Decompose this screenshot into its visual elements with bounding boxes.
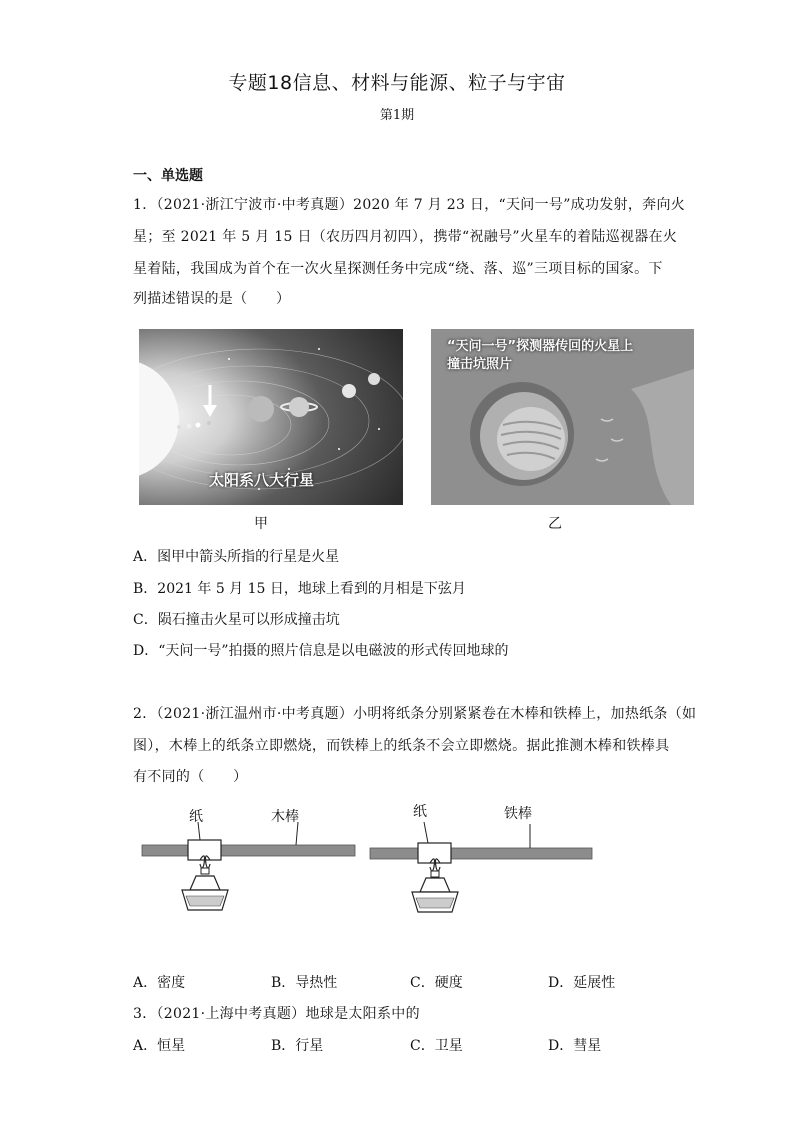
question-1-option-d[interactable]: D．“天问一号”拍摄的照片信息是以电磁波的形式传回地球的 — [133, 643, 509, 659]
question-1-line-1: 1．（2021·浙江宁波市·中考真题）2020 年 7 月 23 日，“天问一号”成功发射，奔向火 — [133, 197, 686, 213]
document-subtitle: 第1期 — [379, 108, 415, 123]
mars-crater-label-line-1: “天问一号”探测器传回的火星上 — [447, 339, 634, 354]
question-3-line-1: 3．（2021·上海中考真题）地球是太阳系中的 — [133, 1006, 420, 1022]
question-1-option-c[interactable]: C．陨石撞击火星可以形成撞击坑 — [133, 612, 340, 628]
label-paper-wood: 纸 — [189, 809, 203, 825]
label-paper-iron: 纸 — [413, 804, 427, 820]
question-2-option-c[interactable]: C．硬度 — [410, 975, 463, 991]
question-2-line-1: 2．（2021·浙江温州市·中考真题）小明将纸条分别紧紧卷在木棒和铁棒上，加热纸条（如 — [133, 706, 697, 722]
document-title: 专题18信息、材料与能源、粒子与宇宙 — [228, 72, 566, 94]
alcohol-lamp-icon — [412, 859, 458, 912]
solar-system-label: 太阳系八大行星 — [209, 471, 315, 489]
question-3-option-b[interactable]: B．行星 — [271, 1038, 324, 1054]
caption-jia: 甲 — [254, 516, 268, 532]
iron-rod-figure — [368, 798, 596, 920]
question-2-line-2: 图），木棒上的纸条立即燃烧，而铁棒上的纸条不会立即燃烧。据此推测木棒和铁棒具 — [133, 738, 670, 754]
question-3-option-d[interactable]: D．彗星 — [548, 1038, 602, 1054]
question-2-option-d[interactable]: D．延展性 — [548, 975, 616, 991]
alcohol-lamp-icon — [182, 856, 228, 910]
label-iron-rod: 铁棒 — [504, 806, 532, 822]
caption-yi: 乙 — [548, 516, 562, 532]
mars-crater-image — [431, 329, 694, 505]
label-wood-rod: 木棒 — [271, 809, 299, 825]
question-3-option-a[interactable]: A．恒星 — [133, 1038, 186, 1054]
question-1-line-2: 星；至 2021 年 5 月 15 日（农历四月初四），携带“祝融号”火星车的着陆巡视器在火 — [133, 229, 678, 245]
question-2-option-a[interactable]: A．密度 — [133, 975, 186, 991]
question-1-option-a[interactable]: A．图甲中箭头所指的行星是火星 — [133, 549, 340, 565]
solar-system-image — [139, 329, 403, 505]
wood-rod-figure — [140, 798, 360, 920]
question-1-line-4: 列描述错误的是（ ） — [133, 291, 291, 307]
question-1-line-3: 星着陆，我国成为首个在一次火星探测任务中完成“绕、落、巡”三项目标的国家。下 — [133, 261, 663, 277]
question-3-option-c[interactable]: C．卫星 — [410, 1038, 463, 1054]
mars-crater-label-line-2: 撞击坑照片 — [447, 357, 513, 372]
question-2-line-3: 有不同的（ ） — [133, 769, 248, 785]
section-heading: 一、单选题 — [133, 168, 203, 184]
mars-dot — [207, 421, 211, 425]
question-2-option-b[interactable]: B．导热性 — [271, 975, 338, 991]
question-1-option-b[interactable]: B．2021 年 5 月 15 日，地球上看到的月相是下弦月 — [133, 581, 466, 597]
